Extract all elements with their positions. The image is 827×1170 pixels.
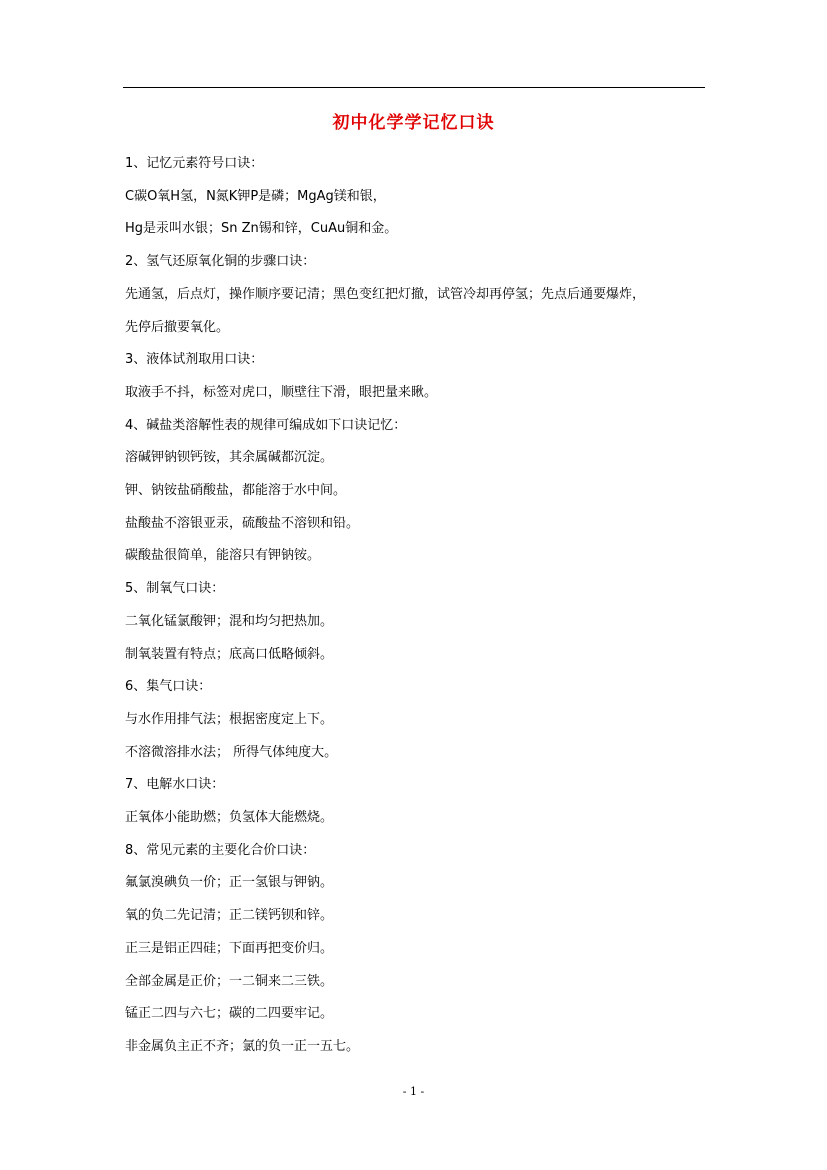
text-line: 碳酸盐很简单，能溶只有钾钠铵。 <box>125 548 321 564</box>
text-line: 2、氢气还原氧化铜的步骤口诀： <box>125 254 316 270</box>
header-rule <box>123 87 705 88</box>
text-line: 不溶微溶排水法； 所得气体纯度大。 <box>125 744 338 760</box>
text-line: C碳O氧H氢，N氮K钾P是磷；MgAg镁和银， <box>125 188 386 204</box>
page-number: - 1 - <box>402 1085 425 1098</box>
text-line: 1、记忆元素符号口诀： <box>125 156 264 171</box>
text-line: 溶碱钾钠钡钙铵，其余属碱都沉淀。 <box>125 450 334 466</box>
text-line: 盐酸盐不溶银亚汞，硫酸盐不溶钡和铅。 <box>125 515 360 531</box>
text-line: 与水作用排气法；根据密度定上下。 <box>125 711 334 727</box>
text-line: Hg是汞叫水银；Sn Zn锡和锌，CuAu铜和金。 <box>125 221 398 237</box>
text-line: 先通氢，后点灯，操作顺序要记清；黑色变红把灯撤，试管冷却再停氢；先点后通要爆炸， <box>125 286 646 302</box>
text-line: 7、电解水口诀： <box>125 777 225 793</box>
text-line: 正三是铝正四硅；下面再把变价归。 <box>125 940 334 956</box>
text-line: 二氧化锰氯酸钾；混和均匀把热加。 <box>125 613 334 629</box>
text-line: 钾、钠铵盐硝酸盐，都能溶于水中间。 <box>125 483 347 499</box>
text-line: 氧的负二先记清；正二镁钙钡和锌。 <box>125 908 334 924</box>
text-line: 6、集气口诀： <box>125 679 212 695</box>
text-line: 非金属负主正不齐；氯的负一正一五七。 <box>125 1038 360 1054</box>
text-line: 全部金属是正价；一二铜来二三铁。 <box>125 973 334 989</box>
text-line: 制氧装置有特点；底高口低略倾斜。 <box>125 646 334 662</box>
text-line: 锰正二四与六七；碳的二四要牢记。 <box>125 1006 334 1022</box>
text-line: 先停后撤要氧化。 <box>125 319 230 335</box>
text-line: 4、碱盐类溶解性表的规律可编成如下口诀记忆： <box>125 417 407 433</box>
document-title: 初中化学学记忆口诀 <box>332 113 495 133</box>
document-body <box>125 148 715 1064</box>
text-line: 5、制氧气口诀： <box>125 581 225 597</box>
text-line: 氟氯溴碘负一价；正一氢银与钾钠。 <box>125 875 334 891</box>
text-line: 取液手不抖，标签对虎口，顺壁往下滑，眼把量来瞅。 <box>125 384 438 400</box>
text-line: 3、液体试剂取用口诀： <box>125 352 264 368</box>
text-line: 正氧体小能助燃；负氢体大能燃烧。 <box>125 810 334 826</box>
text-line: 8、常见元素的主要化合价口诀： <box>125 842 316 858</box>
